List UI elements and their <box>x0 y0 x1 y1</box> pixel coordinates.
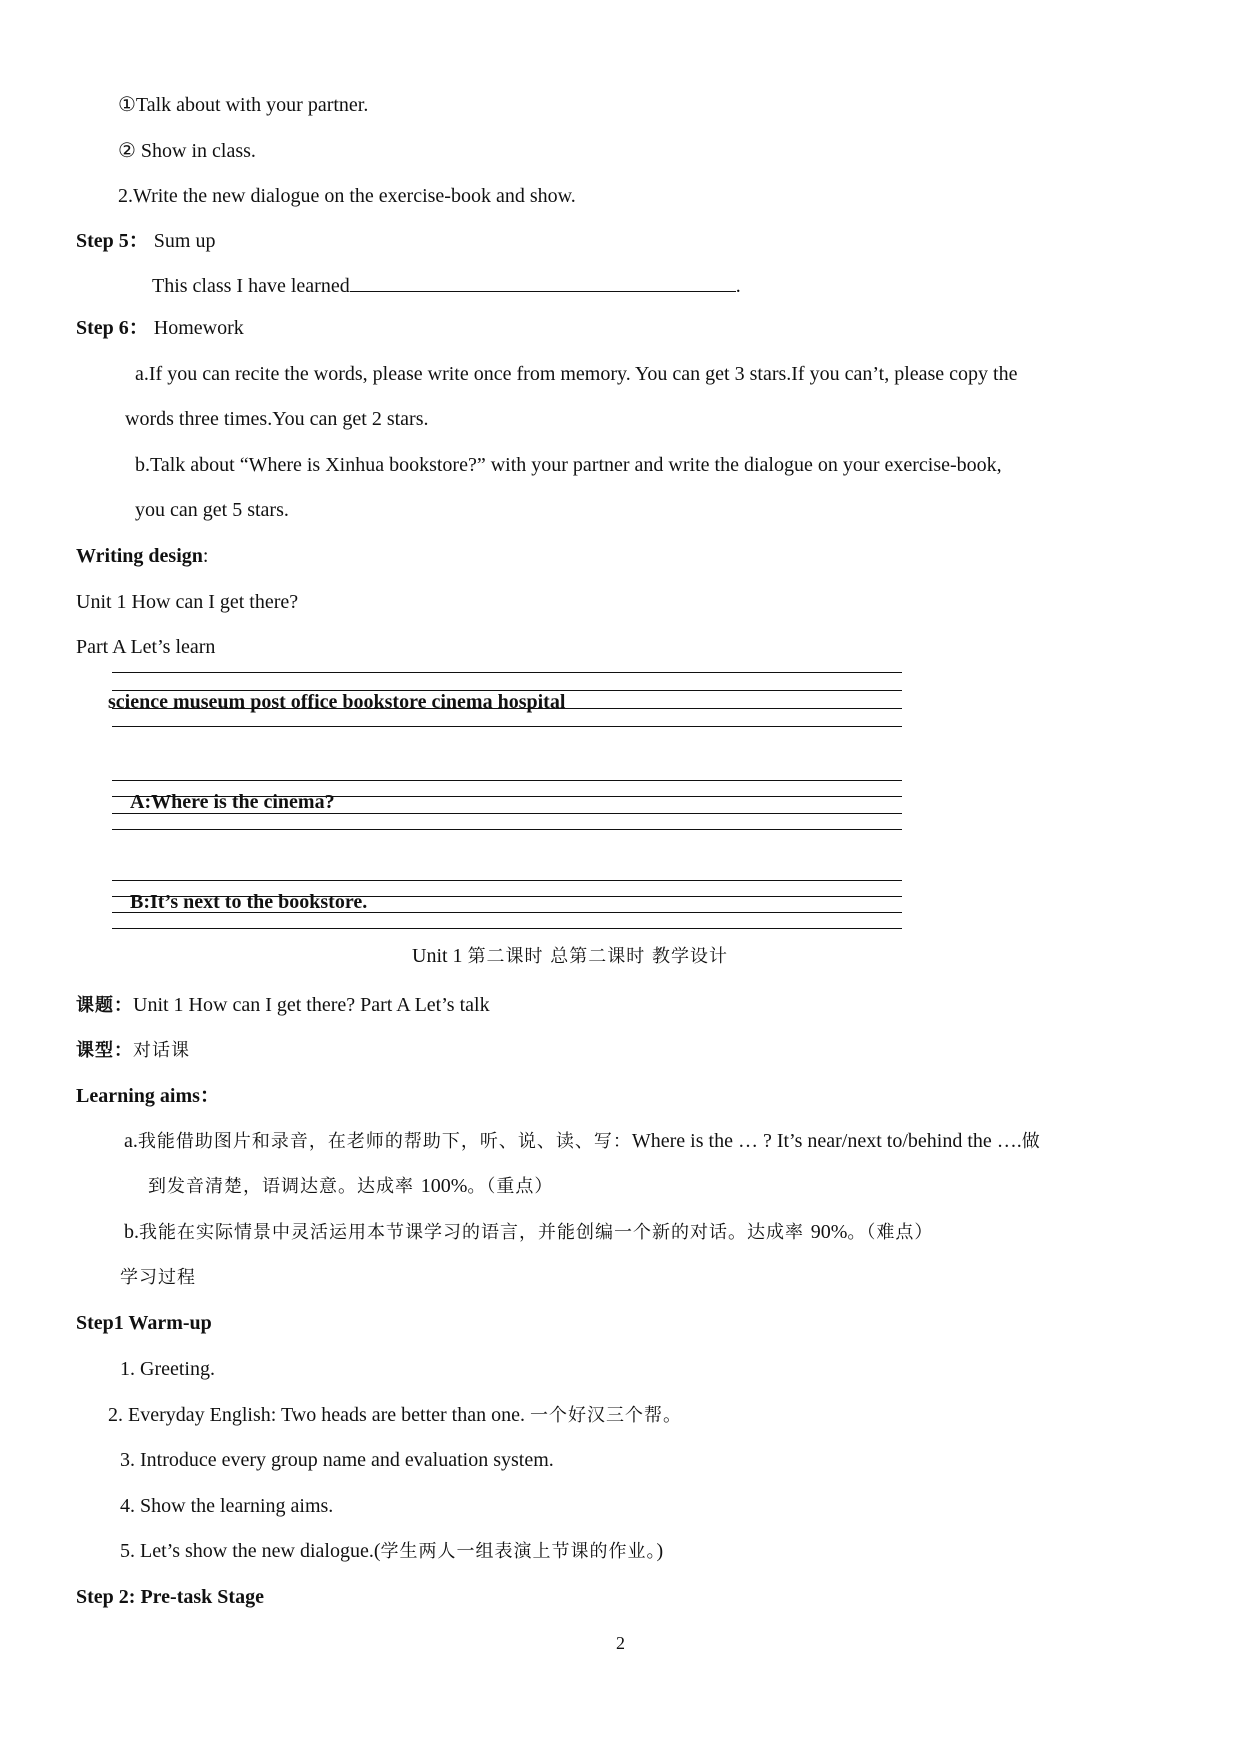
aim-b-prefix: b. <box>124 1221 139 1243</box>
step6-sep: ： <box>128 317 149 339</box>
aim-a2-cn2: 。（重点） <box>467 1176 554 1197</box>
rule-line <box>112 829 902 830</box>
step1-heading: Step1 Warm-up <box>76 1312 212 1334</box>
page-number: 2 <box>616 1633 625 1653</box>
rule-line <box>112 928 902 929</box>
rule-line <box>112 880 902 881</box>
writing-part: Part A Let’s learn <box>76 636 216 658</box>
step1-item5 <box>120 1538 663 1565</box>
homework-b-line2: you can get 5 stars. <box>135 499 289 521</box>
step5-label: Step 5 <box>76 230 129 252</box>
step4-item2: ② Show in class. <box>118 140 256 162</box>
lesson-type <box>76 1037 190 1064</box>
step1-item3: 3. Introduce every group name and evaluation system. <box>120 1449 554 1471</box>
type-label: 课型： <box>76 1040 133 1061</box>
rule-line <box>112 726 902 727</box>
dialogue-question: A:Where is the cinema? <box>130 791 335 813</box>
rule-line <box>112 780 902 781</box>
topic-label: 课题： <box>76 995 133 1016</box>
aim-b-en: 90% <box>810 1221 848 1243</box>
writing-design-colon: : <box>202 545 209 567</box>
lesson-title-cn: 第二课时 总第二课时 教学设计 <box>467 946 729 967</box>
aim-a-cn: 我能借助图片和录音，在老师的帮助下，听、说、读、写： <box>137 1131 632 1152</box>
aim-a-en: Where is the … ? It’s near/next to/behind the …. <box>631 1130 1022 1152</box>
aim-a2-en: 100% <box>420 1175 468 1197</box>
aim-a-prefix: a. <box>124 1130 138 1152</box>
aim-a-end: 做 <box>1021 1131 1041 1152</box>
aim-b-cn: 我能在实际情景中灵活运用本节课学习的语言，并能创编一个新的对话。达成率 <box>139 1222 811 1243</box>
step5-title: Sum up <box>153 230 216 252</box>
step1-item5-en: 5. Let’s show the new dialogue.( <box>120 1540 381 1562</box>
aim-b-end: 。（难点） <box>847 1222 934 1243</box>
step5-heading <box>76 228 215 254</box>
topic-text: Unit 1 How can I get there? Part A Let’s talk <box>133 994 490 1016</box>
aims-colon: ： <box>199 1085 220 1107</box>
step5-text <box>152 271 741 299</box>
learning-process: 学习过程 <box>120 1267 196 1288</box>
type-text: 对话课 <box>133 1040 190 1061</box>
step1-item2 <box>108 1402 682 1429</box>
rule-line <box>112 672 902 673</box>
aim-a-line2 <box>148 1173 553 1200</box>
step4-item1: ①Talk about with your partner. <box>118 94 369 116</box>
step2-heading: Step 2: Pre-task Stage <box>76 1586 264 1608</box>
step1-item1: 1. Greeting. <box>120 1358 215 1380</box>
writing-design-label: Writing design <box>76 545 203 567</box>
homework-a-line2: words three times.You can get 2 stars. <box>125 408 429 430</box>
lesson-title <box>412 943 728 970</box>
step1-item2-cn: 一个好汉三个帮。 <box>530 1405 682 1426</box>
homework-b-line1: b.Talk about “Where is Xinhua bookstore?” with your partner and write the dialogue on your exercise-book, <box>135 454 1002 476</box>
dialogue-answer: B:It’s next to the bookstore. <box>130 891 368 913</box>
lesson-title-en: Unit 1 <box>412 945 468 967</box>
fill-blank-line <box>350 271 736 292</box>
step5-period: . <box>735 275 741 297</box>
vocab-words: science museum post office bookstore cinema hospital <box>108 691 566 713</box>
writing-design-heading <box>76 543 208 569</box>
homework-a-line1: a.If you can recite the words, please write once from memory. You can get 3 stars.If you can’t, please copy the <box>135 363 1018 385</box>
step1-item5-end: ) <box>656 1540 664 1562</box>
step5-sep: ： <box>128 230 149 252</box>
aims-label: Learning aims <box>76 1085 200 1107</box>
step1-item2-en: 2. Everyday English: Two heads are better than one. <box>108 1404 530 1426</box>
step1-item5-cn: 学生两人一组表演上节课的作业。 <box>380 1541 657 1562</box>
step6-title: Homework <box>153 317 244 339</box>
step6-heading <box>76 315 244 341</box>
aim-a-line1 <box>124 1128 1041 1155</box>
aim-a2-cn1: 到发音清楚，语调达意。达成率 <box>148 1176 421 1197</box>
lesson-topic <box>76 992 490 1019</box>
step4-item3: 2.Write the new dialogue on the exercise-book and show. <box>118 185 576 207</box>
learning-aims-heading <box>76 1083 220 1109</box>
aim-b <box>124 1219 933 1246</box>
step1-item4: 4. Show the learning aims. <box>120 1495 334 1517</box>
step5-sentence: This class I have learned <box>152 275 350 297</box>
step6-label: Step 6 <box>76 317 129 339</box>
writing-unit: Unit 1 How can I get there? <box>76 591 299 613</box>
